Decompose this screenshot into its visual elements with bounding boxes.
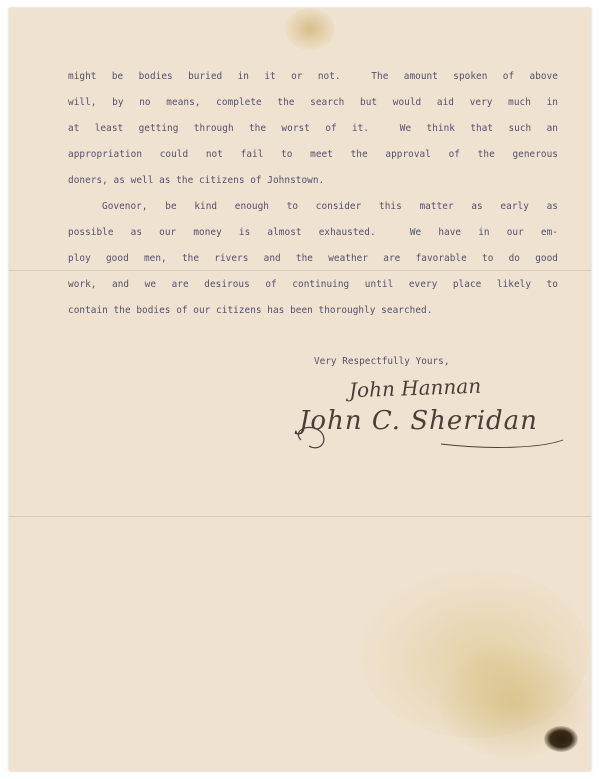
fold-crease [9,516,591,517]
water-stain-top [285,8,335,50]
water-stain-bottom-right-inner [439,648,589,758]
letter-page [9,8,591,771]
body-line: doners, as well as the citizens of Johnstown. [68,175,325,186]
body-line: might be bodies buried in it or not. The amount spoken of above [68,71,558,82]
body-line: work, and we are desirous of continuing until every place likely to [68,279,558,290]
letter-body [68,64,558,324]
signature-john-c-sheridan: John C. Sheridan [299,406,538,436]
body-line: Govenor, be kind enough to consider this matter as early as [102,201,558,212]
body-line: will, by no means, complete the search but would aid very much in [68,97,558,108]
signature-john-hannan: John Hannan [348,373,482,403]
body-line: appropriation could not fail to meet the approval of the generous [68,149,558,160]
body-line: at least getting through the worst of it. We think that such an [68,123,558,134]
water-stain-bottom-right [359,568,589,738]
body-line: ploy good men, the rivers and the weather are favorable to do good [68,253,558,264]
body-line: contain the bodies of our citizens has been thoroughly searched. [68,305,433,316]
ink-blot [544,726,578,752]
letter-closing: Very Respectfully Yours, [314,356,450,367]
body-line: possible as our money is almost exhausted. We have in our em- [68,227,558,238]
